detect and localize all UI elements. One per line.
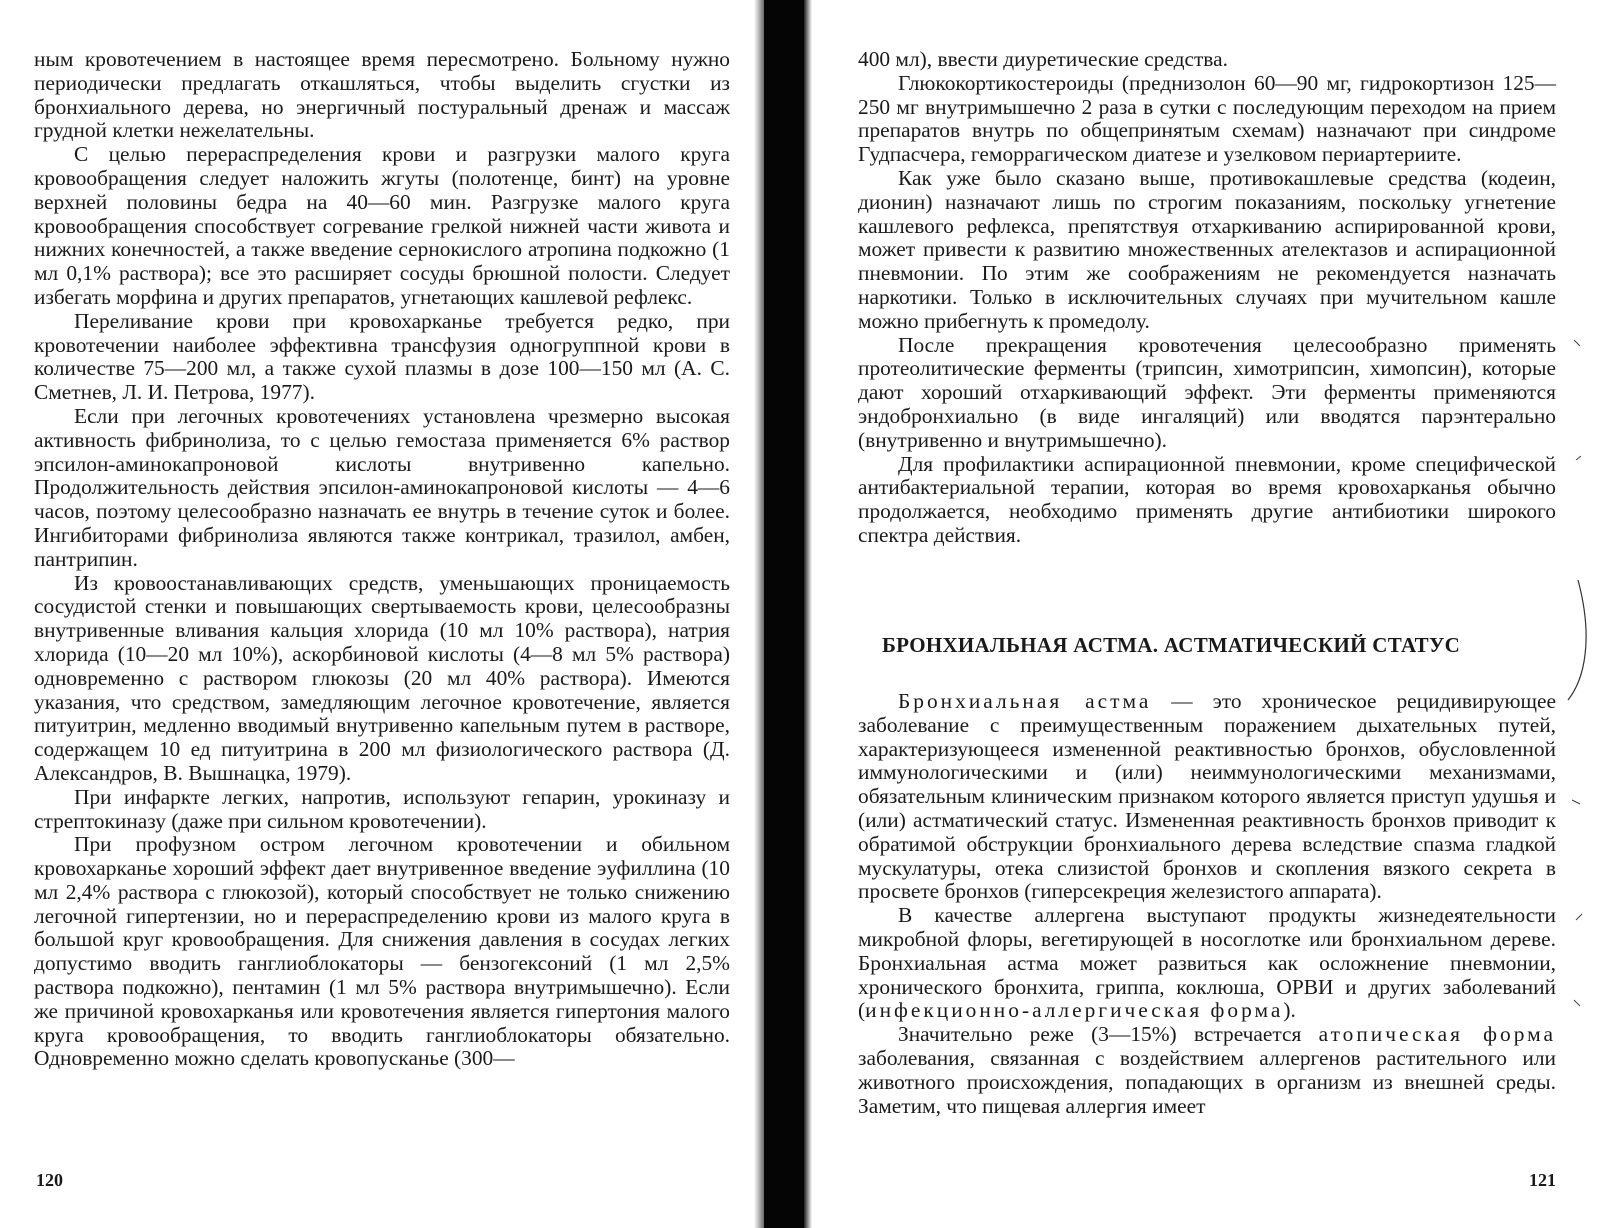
spaced-term: инфекционно-аллергическая форма (865, 998, 1284, 1023)
paragraph-text: — это хроническое рецидивирующее заболевание с преимущественным поражением дыхательных путей, характеризующееся измененной реактивностью бронхов, обусловленной иммунологическими и (или) неиммунологическими механизмами, обязательным клиническим признаком которого является приступ удушья и (или) астматический статус. Измененная реактивность бронхов приводит к обратимой обструкции бронхиального дерева вследствие спазма гладкой мускулатуры, отека слизистой бронхов и скопления вязкого секрета в просвете бронхов (гиперсекреция железистого аппарата). (858, 689, 1556, 904)
paragraph: Для профилактики аспирационной пневмонии, кроме специфической антибактериальной терапии, которая во время кровохарканья обычно продолжается, необходимо применять другие антибиотики широкого спектра действия. (858, 451, 1556, 547)
left-page-text (34, 48, 730, 1071)
section-heading: БРОНХИАЛЬНАЯ АСТМА. АСТМАТИЧЕСКИЙ СТАТУС (882, 633, 1461, 657)
page-number: 120 (36, 1170, 63, 1190)
paragraph: После прекращения кровотечения целесообразно применять протеолитические ферменты (трипсин, химотрипсин, химопсин), которые дают хороший отхаркивающий эффект. Эти ферменты применяются эндобронхиально (в виде ингаляций) или вводятся парэнтерально (внутривенно и внутримышечно). (858, 332, 1556, 452)
right-page-text-bottom (858, 690, 1556, 1118)
paragraph-text: В качестве аллергена выступают продукты жизнедеятельности микробной флоры, вегетирующей в носоглотке или бронхиальном дереве. Бронхиальная астма может развиться как осложнение пневмонии, хронического бронхита, гриппа, коклюша, ОРВИ и других заболеваний ( (858, 903, 1556, 1023)
paragraph (858, 1023, 1556, 1118)
handwritten-margin-marks (1564, 40, 1592, 1180)
right-page (818, 0, 1600, 1228)
paragraph: Из кровоостанавливающих средств, уменьшающих проницаемость сосудистой стенки и повышающих свертываемость крови, целесообразны внутривенные вливания кальция хлорида (10 мл 10% раствора), натрия хлорида (10—20 мл 10%), аскорбиновой кислоты (4—8 мл 5% раствора) одновременно с раствором глюкозы (20 мл 40% раствора). Имеются указания, что средством, замедляющим легочное кровотечение, является питуитрин, медленно вводимый внутривенно капельным путем в растворе, содержащем 10 ед питуитрина в 200 мл физиологического раствора (Д. Александров, В. Вышнацка, 1979). (34, 570, 730, 785)
paragraph (858, 904, 1556, 1023)
paragraph: Глюкокортикостероиды (преднизолон 60—90 мг, гидрокортизон 125—250 мг внутримышечно 2 раза в сутки с последующим переходом на прием препаратов внутрь по общепринятым схемам) назначают при синдроме Гудпасчера, геморрагическом диатезе и узелковом периартериите. (858, 70, 1556, 167)
paragraph: При профузном остром легочном кровотечении и обильном кровохарканье хороший эффект дает внутривенное введение эуфиллина (10 мл 2,4% раствора с глюкозой), который способствует не только снижению легочной гипертензии, но и перераспределению крови из малого круга в большой круг кровообращения. Для снижения давления в сосудах легких допустимо вводить ганглиоблокаторы — бензогексоний (1 мл 2,5% раствора подкожно), пентамин (1 мл 5% раствора внутримышечно). Если же причиной кровохарканья или кровотечения является гипертония малого круга кровообращения, то вводить ганглиоблокаторы обязательно. Одновременно можно сделать кровопусканье (300— (34, 832, 730, 1071)
paragraph: Как уже было сказано выше, противокашлевые средства (кодеин, дионин) назначают лишь по строгим показаниям, поскольку угнетение кашлевого рефлекса, препятствуя отхаркиванию аспирированной крови, может привести к развитию множественных ателектазов и аспирационной пневмонии. По этим же соображениям не рекомендуется назначать наркотики. Только в исключительных случаях при мучительном кашле можно прибегнуть к промедолу. (858, 165, 1556, 333)
right-page-text-top (858, 48, 1556, 548)
paragraph: Если при легочных кровотечениях установлена чрезмерно высокая активность фибринолиза, то с целью гемостаза применяется 6% раствор эпсилон-аминокапроновой кислоты внутривенно капельно. Продолжительность действия эпсилон-аминокапроновой кислоты — 4—6 часов, поэтому целесообразно назначать ее внутрь в течение суток и более. Ингибиторами фибринолиза являются также контрикал, тразилол, амбен, пантрипин. (34, 403, 730, 571)
paragraph-text: заболевания, связанная с воздействием аллергенов растительного или животного происхождения, попадающих в организм из внешней среды. Заметим, что пищевая аллергия имеет (858, 1045, 1556, 1118)
paragraph (858, 690, 1556, 904)
paragraph: При инфаркте легких, напротив, используют гепарин, урокиназу и стрептокиназу (даже при сильном кровотечении). (34, 784, 730, 833)
spaced-term: Бронхиальная астма (898, 689, 1152, 713)
paragraph: Переливание крови при кровохарканье требуется редко, при кровотечении наиболее эффективна трансфузия одногруппной крови в количестве 75—200 мл, а также сухой плазмы в дозе 100—150 мл (А. С. Сметнев, Л. И. Петрова, 1977). (34, 308, 730, 405)
book-gutter (762, 0, 806, 1228)
paragraph: 400 мл), ввести диуретические средства. (858, 47, 1228, 71)
paragraph-text: Значительно реже (3—15%) встречается (898, 1022, 1319, 1047)
page-number: 121 (1529, 1170, 1556, 1190)
paragraph: ным кровотечением в настоящее время пересмотрено. Больному нужно периодически предлагать откашляться, чтобы выделить сгустки из бронхиального дерева, но энергичный постуральный дренаж и массаж грудной клетки нежелательны. (34, 47, 730, 143)
left-page (0, 0, 760, 1228)
paragraph-text: ). (1283, 998, 1296, 1023)
spaced-term: атопическая форма (1318, 1022, 1556, 1047)
paragraph: С целью перераспределения крови и разгрузки малого круга кровообращения следует наложить жгуты (полотенце, бинт) на уровне верхней половины бедра на 40—60 мин. Разгрузке малого круга кровообращения способствует согревание грелкой нижней части живота и нижних конечностей, а также введение сернокислого атропина подкожно (1 мл 0,1% раствора); все это расширяет сосуды брюшной полости. Следует избегать морфина и других препаратов, угнетающих кашлевой рефлекс. (34, 142, 730, 309)
